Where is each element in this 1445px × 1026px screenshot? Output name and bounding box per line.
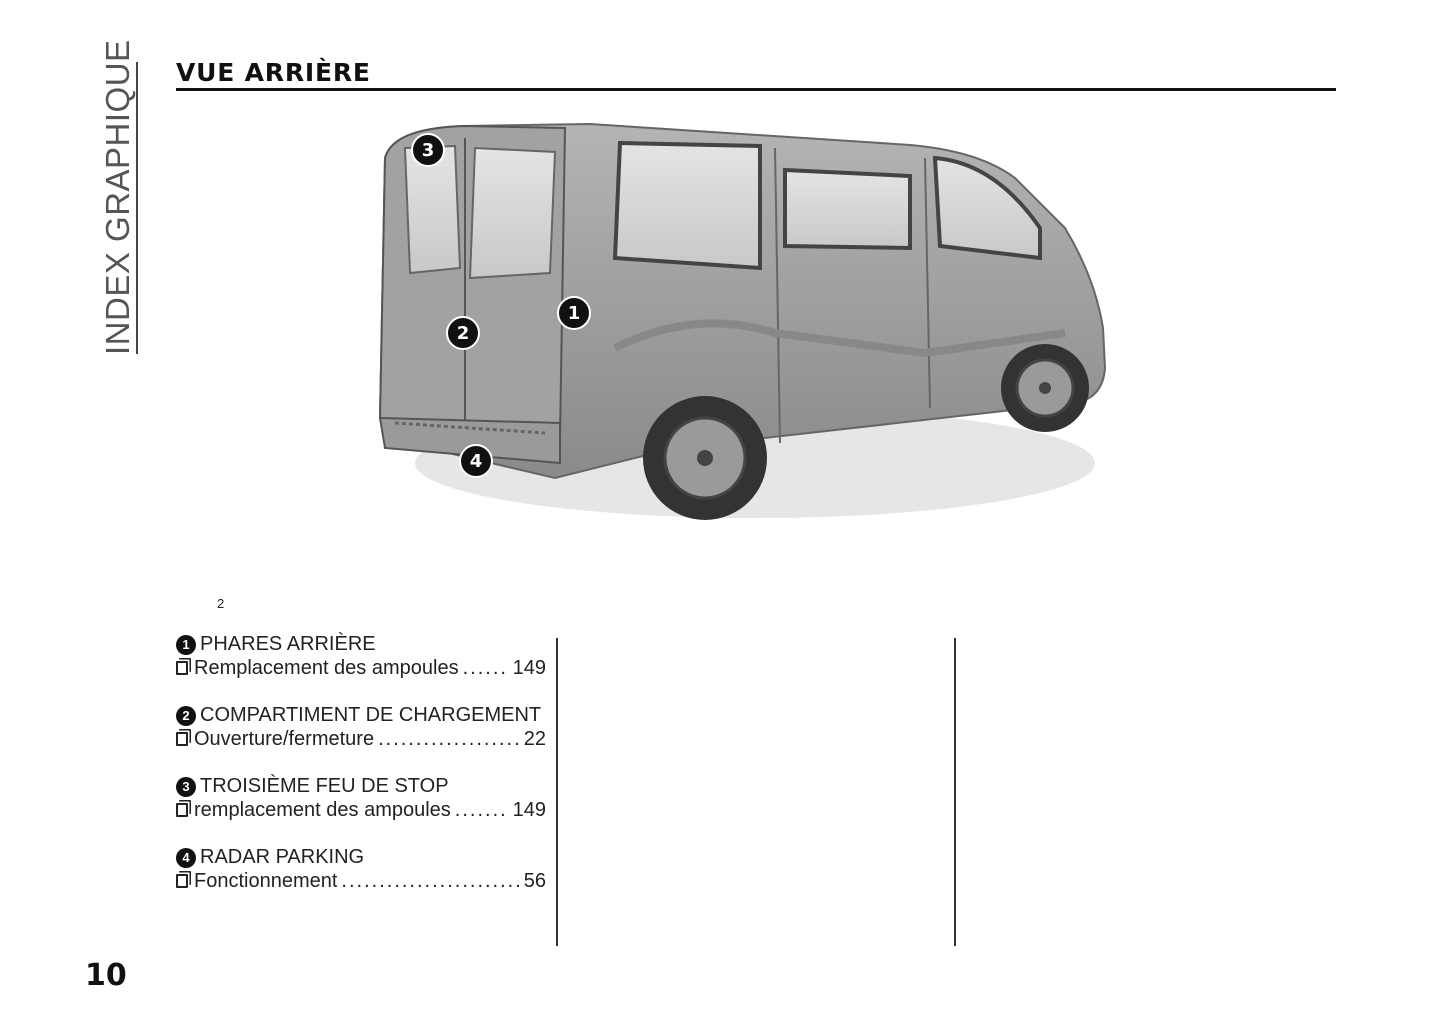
- side-section-label: [96, 39, 140, 355]
- van-rear-illustration: [375, 118, 1115, 538]
- dot-leader: [378, 727, 520, 751]
- subitem-label: remplacement des ampoules: [194, 799, 451, 821]
- entry-subitem[interactable]: [176, 869, 546, 893]
- entry-heading: [176, 703, 546, 727]
- checkbox-bullet-icon: [176, 661, 188, 675]
- subitem-label: Fonctionnement: [194, 870, 338, 892]
- column-divider: [954, 638, 956, 946]
- subitem-label: Ouverture/fermeture: [194, 728, 375, 750]
- side-divider: [136, 62, 138, 354]
- column-divider: [556, 638, 558, 946]
- entry-number-badge: 3: [176, 777, 196, 797]
- entry-number-badge: 4: [176, 848, 196, 868]
- entry-subitem[interactable]: [176, 727, 546, 751]
- entry-heading-text: PHARES ARRIÈRE: [200, 633, 376, 655]
- callout-3-label: 3: [421, 140, 435, 161]
- page-title: VUE ARRIÈRE: [176, 58, 371, 87]
- entry-subitem[interactable]: [176, 656, 546, 680]
- entry-number-badge: 2: [176, 706, 196, 726]
- entry-heading-text: COMPARTIMENT DE CHARGEMENT: [200, 704, 542, 726]
- entry-number-badge: 1: [176, 635, 196, 655]
- subitem-page: 22: [523, 728, 546, 750]
- callout-3: [412, 134, 444, 166]
- entry-heading-text: RADAR PARKING: [200, 846, 365, 868]
- title-underline: [176, 88, 1336, 91]
- checkbox-bullet-icon: [176, 874, 188, 888]
- page-number: 10: [85, 958, 127, 993]
- index-entry: [176, 774, 546, 822]
- entry-heading-text: TROISIÈME FEU DE STOP: [200, 775, 449, 797]
- index-list: [176, 632, 546, 916]
- entry-heading: [176, 774, 546, 798]
- subitem-page: 149: [512, 657, 546, 679]
- dot-leader: [455, 798, 509, 822]
- checkbox-bullet-icon: [176, 732, 188, 746]
- callout-4-label: 4: [469, 451, 483, 472]
- callout-2: [447, 317, 479, 349]
- callout-1: [558, 297, 590, 329]
- checkbox-bullet-icon: [176, 803, 188, 817]
- callout-2-label: 2: [456, 323, 470, 344]
- entry-heading: [176, 845, 546, 869]
- entry-heading: [176, 632, 546, 656]
- index-entry: [176, 632, 546, 680]
- subitem-label: Remplacement des ampoules: [194, 657, 459, 679]
- callout-4: [460, 445, 492, 477]
- callout-1-label: 1: [567, 303, 581, 324]
- dot-leader: [463, 656, 509, 680]
- entry-subitem[interactable]: [176, 798, 546, 822]
- index-entry: [176, 703, 546, 751]
- side-label-text: INDEX GRAPHIQUE: [99, 39, 136, 355]
- subitem-page: 56: [523, 870, 546, 892]
- figure-reference: 2: [217, 596, 225, 611]
- subitem-page: 149: [512, 799, 546, 821]
- dot-leader: [341, 869, 519, 893]
- index-entry: [176, 845, 546, 893]
